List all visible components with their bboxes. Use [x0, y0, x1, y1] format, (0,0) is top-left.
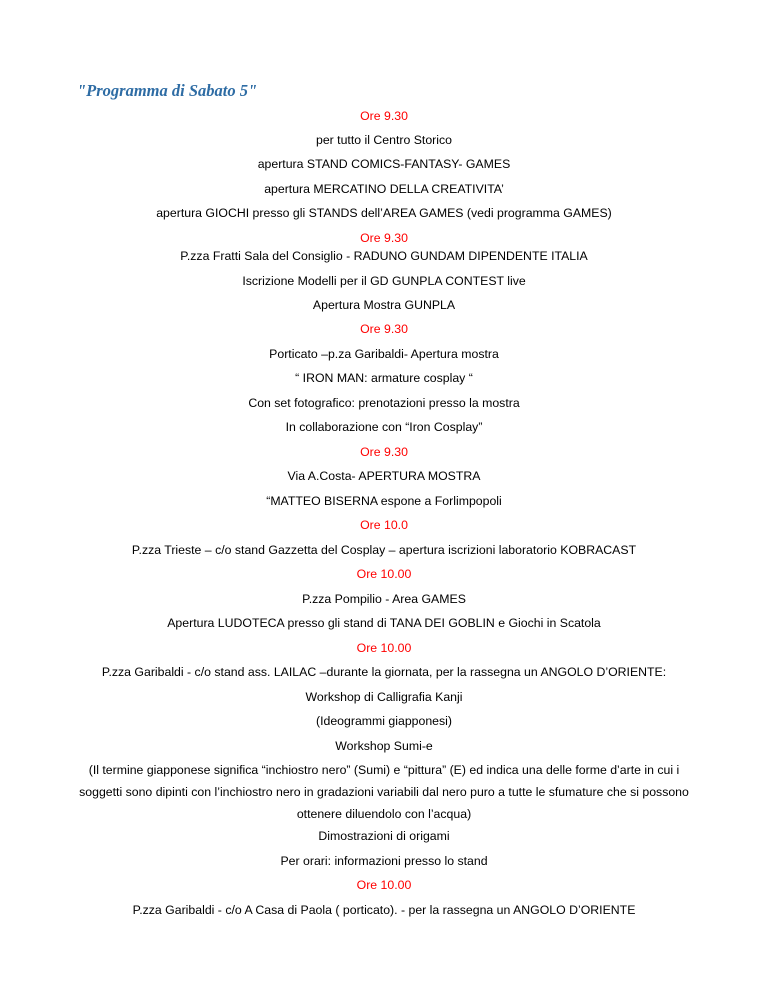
program-line: P.zza Pompilio - Area GAMES	[302, 592, 466, 606]
program-line: Per orari: informazioni presso lo stand	[280, 854, 488, 868]
page-title: "Programma di Sabato 5"	[77, 81, 258, 100]
program-line: Workshop di Calligrafia Kanji	[305, 690, 463, 704]
time-label: Ore 10.00	[356, 567, 412, 581]
program-line: P.zza Fratti Sala del Consiglio - RADUNO GUNDAM DIPENDENTE ITALIA	[180, 249, 588, 263]
program-line: per tutto il Centro Storico	[315, 133, 452, 147]
program-line: In collaborazione con “Iron Cosplay”	[285, 420, 483, 434]
time-label: Ore 9.30	[360, 109, 408, 123]
program-line: Apertura LUDOTECA presso gli stand di TANA DEI GOBLIN e Giochi in Scatola	[167, 616, 601, 630]
program-line: P.zza Garibaldi - c/o A Casa di Paola ( porticato). - per la rassegna un ANGOLO D’ORIENTE	[132, 903, 636, 917]
program-line: apertura STAND COMICS-FANTASY- GAMES	[257, 157, 511, 171]
program-line: Con set fotografico: prenotazioni presso la mostra	[248, 396, 520, 410]
program-line: “MATTEO BISERNA espone a Forlimpopoli	[266, 494, 502, 508]
time-label: Ore 10.0	[360, 518, 408, 532]
program-line: Workshop Sumi-e	[335, 739, 433, 753]
program-line: Apertura Mostra GUNPLA	[312, 298, 456, 312]
program-line: Via A.Costa- APERTURA MOSTRA	[287, 469, 481, 483]
program-line: P.zza Garibaldi - c/o stand ass. LAILAC –durante la giornata, per la rassegna un ANGOLO D’ORIENTE:	[101, 665, 667, 679]
program-line: (Ideogrammi giapponesi)	[315, 714, 453, 728]
program-line: apertura GIOCHI presso gli STANDS dell’AREA GAMES (vedi programma GAMES)	[156, 206, 612, 220]
program-line: Dimostrazioni di origami	[318, 829, 450, 843]
program-line: P.zza Trieste – c/o stand Gazzetta del Cosplay – apertura iscrizioni laboratorio KOBRACAST	[131, 543, 637, 557]
program-line: “ IRON MAN: armature cosplay “	[295, 371, 473, 385]
program-line: Iscrizione Modelli per il GD GUNPLA CONTEST live	[242, 274, 526, 288]
time-label: Ore 10.00	[356, 878, 412, 892]
time-label: Ore 10.00	[356, 641, 412, 655]
program-line: apertura MERCATINO DELLA CREATIVITA’	[264, 182, 504, 196]
time-label: Ore 9.30	[360, 445, 408, 459]
program-line: Porticato –p.za Garibaldi- Apertura mostra	[269, 347, 499, 361]
time-label: Ore 9.30	[360, 231, 408, 245]
program-paragraph: (Il termine giapponese significa “inchiostro nero” (Sumi) e “pittura” (E) ed indica una delle forme d’arte in cui i soggetti sono dipinti con l’inchiostro nero in gradazioni variabili dal nero puro a tutte le sfumature che si possono ottenere diluendolo con l’acqua)	[79, 763, 689, 821]
time-label: Ore 9.30	[360, 322, 408, 336]
